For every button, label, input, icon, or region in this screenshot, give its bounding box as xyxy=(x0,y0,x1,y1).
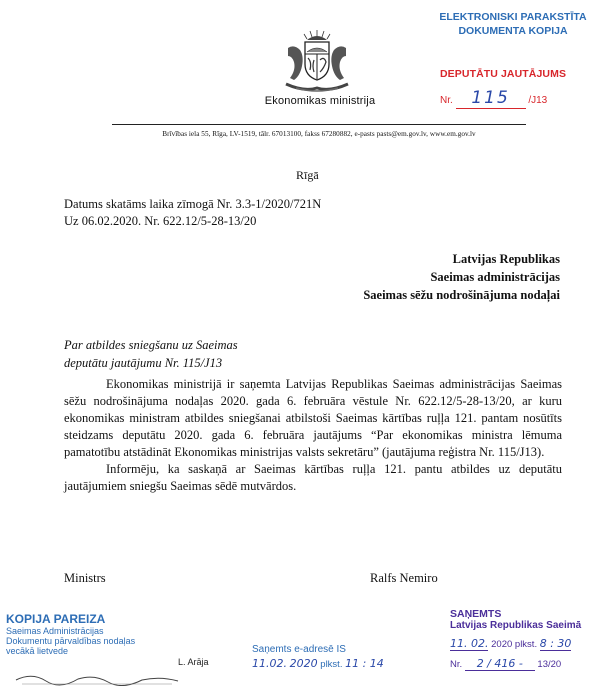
e-address-title: Saņemts e-adresē IS xyxy=(252,644,346,655)
copy-correct-line: Saeimas Administrācijas xyxy=(6,626,104,636)
e-address-time: 11 : 14 xyxy=(345,657,384,670)
ministry-name: Ekonomikas ministrija xyxy=(264,95,376,107)
reference-reply-line: Uz 06.02.2020. Nr. 622.12/5-28-13/20 xyxy=(64,214,257,228)
handwritten-signature xyxy=(12,670,182,686)
deputy-question-stamp xyxy=(440,68,590,109)
signature-name: Ralfs Nemiro xyxy=(370,571,438,585)
e-address-date: 11.02. xyxy=(252,657,287,670)
ministry-address: Brīvības iela 55, Rīga, LV-1519, tālr. 67013100, fakss 67280882, e-pasts pasts@em.gov.lv, www.em.gov.lv xyxy=(162,130,476,138)
deputy-question-number: 115 xyxy=(471,88,510,108)
received-year: 2020 xyxy=(491,639,513,650)
e-address-date-row xyxy=(252,657,384,670)
received-number-row xyxy=(450,657,596,671)
recipient-line: Saeimas administrācijas xyxy=(430,270,560,284)
recipient-block xyxy=(363,250,560,304)
subject xyxy=(64,336,238,372)
reference-date-line: Datums skatāms laika zīmogā Nr. 3.3-1/2020/721N xyxy=(64,197,322,211)
received-date-row xyxy=(450,637,596,651)
deputy-question-number-row xyxy=(440,88,590,109)
e-sign-line1: ELEKTRONISKI PARAKSTĪTA xyxy=(439,11,587,23)
signature-title: Ministrs xyxy=(64,571,106,585)
received-time: 8 : 30 xyxy=(539,637,572,650)
copy-correct-line: Dokumentu pārvaldības nodaļas xyxy=(6,636,136,646)
received-time-label: plkst. xyxy=(514,639,538,650)
copy-correct-signer: L. Arāja xyxy=(178,657,209,667)
header-divider xyxy=(112,124,526,125)
deputy-question-title: DEPUTĀTU JAUTĀJUMS xyxy=(440,68,567,80)
received-date: 11. 02. xyxy=(450,637,489,650)
city: Rīgā xyxy=(296,168,319,182)
received-organization: Latvijas Republikas Saeimā xyxy=(450,620,582,631)
copy-correct-stamp xyxy=(6,612,236,656)
received-number: 2 / 416 - xyxy=(465,657,535,671)
e-address-received-stamp xyxy=(252,644,384,670)
e-sign-line2: DOKUMENTA KOPIJA xyxy=(458,25,568,37)
letter-body xyxy=(64,376,562,495)
received-suffix: 13/20 xyxy=(537,659,562,670)
deputy-question-suffix: /J13 xyxy=(528,95,548,106)
subject-line: Par atbildes sniegšanu uz Saeimas xyxy=(64,338,238,352)
e-address-time-label: plkst. xyxy=(320,659,343,670)
copy-correct-title: KOPIJA PAREIZA xyxy=(6,612,106,626)
received-nr-label: Nr. xyxy=(450,659,463,670)
recipient-line: Saeimas sēžu nodrošinājuma nodaļai xyxy=(363,288,560,302)
body-paragraph: Informēju, ka saskaņā ar Saeimas kārtības ruļļa 121. pantu atbildes uz deputātu jautājumiem sniegšu Saeimas sēdē mutvārdos. xyxy=(64,462,562,493)
e-address-year: 2020 xyxy=(289,657,318,670)
recipient-line: Latvijas Republikas xyxy=(452,252,560,266)
copy-correct-line: vecākā lietvede xyxy=(6,646,69,656)
coat-of-arms-emblem xyxy=(274,26,360,94)
received-stamp xyxy=(450,608,596,671)
deputy-question-nr-label: Nr. xyxy=(440,95,453,106)
subject-line: deputātu jautājumu Nr. 115/J13 xyxy=(64,356,223,370)
electronic-signature-stamp xyxy=(438,10,588,38)
body-paragraph: Ekonomikas ministrijā ir saņemta Latvijas Republikas Saeimas administrācijas Saeimas sēžu nodrošinājuma nodaļas 2020. gada 6. februāra vēstule Nr. 622.12/5-28-13/20, ar kuru ekonomikas ministram atbildes sniegšanai atbilstoši Saeimas kārtības ruļļa 121. pantam nosūtīts steidzams deputātu 2020. gada 6. februāra jautājums “Par ekonomikas ministra lēmuma pamatotību atstādināt Ekonomikas ministrijas valsts sekretāru” (jautājuma reģistra Nr. 115/J13). xyxy=(64,377,562,459)
received-title: SAŅEMTS xyxy=(450,608,502,620)
